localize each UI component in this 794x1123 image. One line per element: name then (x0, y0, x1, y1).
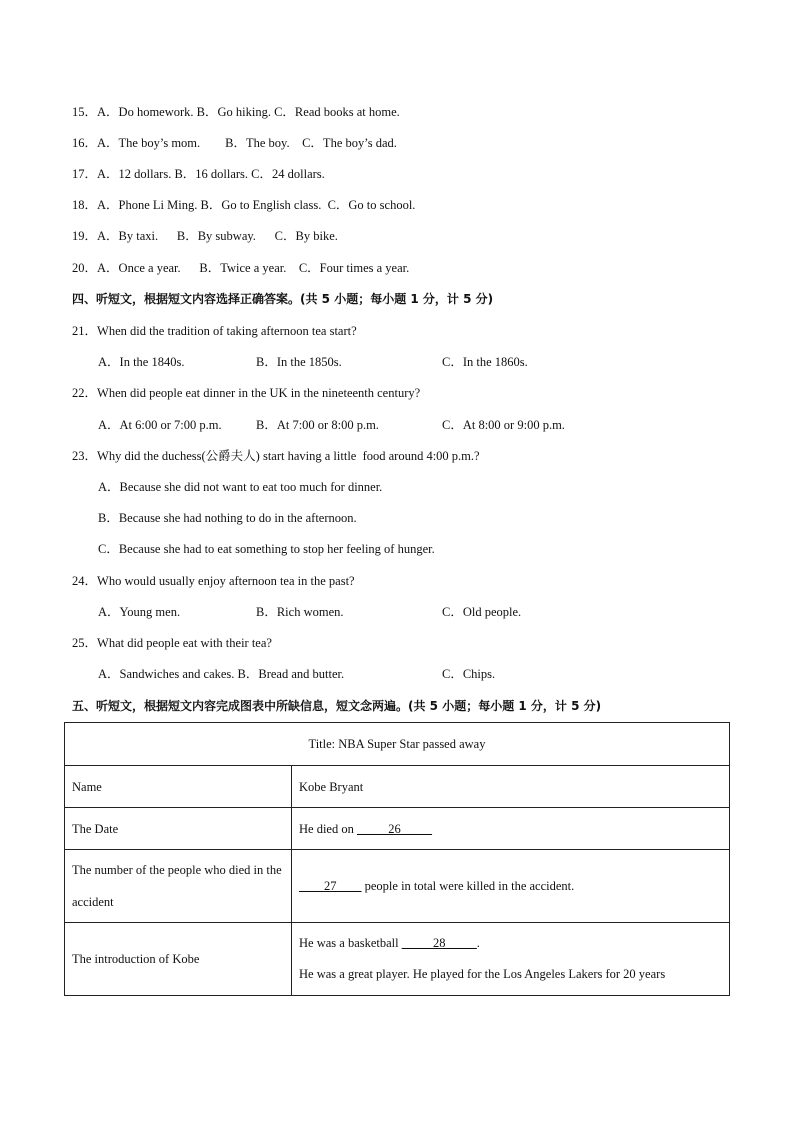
item-number: 15 (72, 105, 85, 119)
option-c: C．Chips. (442, 667, 496, 681)
value-text: He was a great player. He played for the Los Angeles Lakers for 20 years (299, 967, 666, 981)
item-options: A．Do homework. B．Go hiking. C．Read books at home. (97, 105, 400, 119)
item-options: A．12 dollars. B．16 dollars. C．24 dollars. (97, 167, 325, 181)
value-text: . (476, 936, 480, 950)
question-23: 23．Why did the duchess(公爵夫人) start having a little food around 4:00 p.m.? (72, 449, 480, 463)
item-17: 17．A．12 dollars. B．16 dollars. C．24 dollars. (72, 167, 325, 181)
value-text: people in total were killed in the accident. (361, 879, 575, 893)
item-number: 18 (72, 198, 85, 212)
option-a: A．Because she did not want to eat too much for dinner. (98, 480, 383, 494)
question-number: 24 (72, 574, 85, 588)
option-c: C．At 8:00 or 9:00 p.m. (442, 418, 565, 432)
option-a-b: A．Sandwiches and cakes. B．Bread and butter. (98, 667, 345, 681)
question-number: 23 (72, 449, 85, 463)
item-options: A．By taxi. B．By subway. C．By bike. (97, 229, 338, 243)
table-row (65, 923, 730, 996)
row-label: The number of the people who died in the accident (65, 850, 292, 923)
table-row (65, 766, 730, 808)
table-title: Title: NBA Super Star passed away (65, 723, 730, 766)
option-a: A．In the 1840s. (98, 355, 185, 369)
question-21: 21．When did the tradition of taking afternoon tea start? (72, 324, 357, 338)
question-24: 24．Who would usually enjoy afternoon tea in the past? (72, 574, 355, 588)
option-b: B．At 7:00 or 8:00 p.m. (256, 418, 379, 432)
table-row (65, 808, 730, 850)
row-value (292, 923, 730, 996)
item-16: 16．A．The boy’s mom. B．The boy. C．The boy’s dad. (72, 136, 397, 150)
question-number: 21 (72, 324, 85, 338)
value-text: He was a basketball (299, 936, 402, 950)
table-row (65, 850, 730, 923)
question-22: 22．When did people eat dinner in the UK in the nineteenth century? (72, 386, 421, 400)
row-value: Kobe Bryant (292, 766, 730, 808)
question-25: 25．What did people eat with their tea? (72, 636, 272, 650)
value-text: He died on (299, 821, 357, 836)
answer-blank-27[interactable]: ____27____ (299, 879, 362, 893)
question-number: 22 (72, 386, 85, 400)
row-value (292, 850, 730, 923)
item-options: A．The boy’s mom. B．The boy. C．The boy’s dad. (97, 136, 397, 150)
question-number: 25 (72, 636, 85, 650)
item-options: A．Phone Li Ming. B．Go to English class. C．Go to school. (97, 198, 416, 212)
item-15: 15．A．Do homework. B．Go hiking. C．Read books at home. (72, 105, 400, 119)
table-title-row (65, 723, 730, 766)
item-number: 17 (72, 167, 85, 181)
option-a: A．At 6:00 or 7:00 p.m. (98, 418, 222, 432)
item-19: 19．A．By taxi. B．By subway. C．By bike. (72, 229, 338, 243)
option-b: B．Rich women. (256, 605, 344, 619)
option-c: C．Old people. (442, 605, 522, 619)
row-label: The introduction of Kobe (65, 923, 292, 996)
item-number: 19 (72, 229, 85, 243)
section-5-heading: 五、听短文，根据短文内容完成图表中所缺信息，短文念两遍。(共 5 小题；每小题 1 分，计 5 分) (72, 699, 602, 713)
option-b: B．Because she had nothing to do in the afternoon. (98, 511, 357, 525)
option-c: C．In the 1860s. (442, 355, 528, 369)
answer-blank-28[interactable]: _____28_____ (401, 936, 477, 950)
item-number: 20 (72, 261, 85, 275)
item-number: 16 (72, 136, 85, 150)
row-value (292, 808, 730, 850)
item-20: 20．A．Once a year. B．Twice a year. C．Four times a year. (72, 261, 410, 275)
row-label: Name (65, 766, 292, 808)
info-table (64, 722, 730, 996)
question-text: Why did the duchess(公爵夫人) start having a little food around 4:00 p.m.? (97, 449, 480, 463)
item-options: A．Once a year. B．Twice a year. C．Four times a year. (97, 261, 410, 275)
answer-blank-26[interactable]: _____26_____ (356, 821, 432, 836)
option-b: B．In the 1850s. (256, 355, 342, 369)
question-text: Who would usually enjoy afternoon tea in the past? (97, 574, 355, 588)
question-text: When did people eat dinner in the UK in the nineteenth century? (97, 386, 421, 400)
item-18: 18．A．Phone Li Ming. B．Go to English class. C．Go to school. (72, 198, 416, 212)
question-text: What did people eat with their tea? (97, 636, 272, 650)
question-text: When did the tradition of taking afternoon tea start? (97, 324, 357, 338)
section-4-heading: 四、听短文，根据短文内容选择正确答案。(共 5 小题；每小题 1 分，计 5 分) (72, 292, 494, 306)
option-a: A．Young men. (98, 605, 181, 619)
option-c: C．Because she had to eat something to stop her feeling of hunger. (98, 542, 435, 556)
row-label: The Date (65, 808, 292, 850)
